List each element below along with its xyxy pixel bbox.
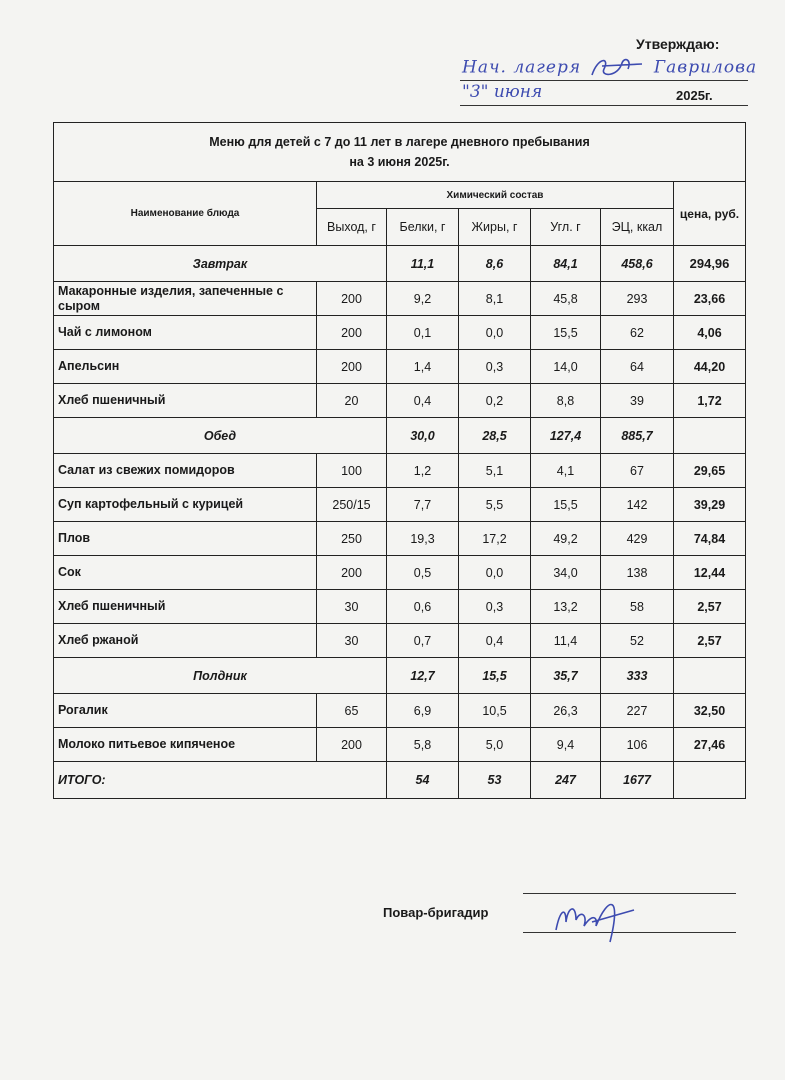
approval-handwritten-date: "3" июня — [462, 82, 543, 102]
table-row — [54, 282, 746, 316]
section-price: 294,96 — [674, 246, 746, 282]
dish-name: Сок — [54, 556, 317, 590]
header-price: цена, руб. — [674, 182, 746, 246]
dish-protein: 0,5 — [387, 556, 459, 590]
section-name: Полдник — [54, 658, 387, 694]
section-price — [674, 418, 746, 454]
dish-protein: 19,3 — [387, 522, 459, 556]
dish-protein: 1,2 — [387, 454, 459, 488]
header-chem: Химический состав — [317, 182, 674, 209]
section-carbs: 35,7 — [531, 658, 601, 694]
dish-energy: 52 — [601, 624, 674, 658]
dish-output: 30 — [317, 624, 387, 658]
approval-line-2 — [460, 105, 748, 106]
dish-output: 250/15 — [317, 488, 387, 522]
table-row — [54, 556, 746, 590]
dish-carbs: 45,8 — [531, 282, 601, 316]
dish-price: 27,46 — [674, 728, 746, 762]
dish-output: 200 — [317, 316, 387, 350]
dish-carbs: 9,4 — [531, 728, 601, 762]
header-dish: Наименование блюда — [54, 182, 317, 246]
total-price — [674, 762, 746, 799]
section-protein: 30,0 — [387, 418, 459, 454]
section-protein: 11,1 — [387, 246, 459, 282]
header-carbs: Угл. г — [531, 209, 601, 246]
dish-carbs: 11,4 — [531, 624, 601, 658]
dish-output: 200 — [317, 350, 387, 384]
table-row — [54, 350, 746, 384]
chef-signature — [552, 892, 652, 950]
total-row — [54, 762, 746, 799]
dish-name: Салат из свежих помидоров — [54, 454, 317, 488]
dish-name: Хлеб пшеничный — [54, 384, 317, 418]
dish-price: 29,65 — [674, 454, 746, 488]
total-energy: 1677 — [601, 762, 674, 799]
dish-output: 200 — [317, 282, 387, 316]
dish-price: 23,66 — [674, 282, 746, 316]
table-row — [54, 694, 746, 728]
dish-energy: 62 — [601, 316, 674, 350]
dish-fat: 0,0 — [459, 556, 531, 590]
table-row — [54, 316, 746, 350]
section-energy: 458,6 — [601, 246, 674, 282]
header-fat: Жиры, г — [459, 209, 531, 246]
dish-output: 20 — [317, 384, 387, 418]
section-carbs: 127,4 — [531, 418, 601, 454]
approval-label: Утверждаю: — [636, 36, 720, 52]
dish-fat: 0,2 — [459, 384, 531, 418]
section-row — [54, 246, 746, 282]
dish-protein: 7,7 — [387, 488, 459, 522]
table-row — [54, 522, 746, 556]
dish-energy: 67 — [601, 454, 674, 488]
dish-price: 39,29 — [674, 488, 746, 522]
dish-output: 65 — [317, 694, 387, 728]
dish-fat: 0,3 — [459, 590, 531, 624]
dish-output: 30 — [317, 590, 387, 624]
dish-protein: 0,6 — [387, 590, 459, 624]
section-price — [674, 658, 746, 694]
table-row — [54, 728, 746, 762]
section-row — [54, 418, 746, 454]
dish-protein: 0,7 — [387, 624, 459, 658]
dish-output: 200 — [317, 728, 387, 762]
dish-carbs: 8,8 — [531, 384, 601, 418]
dish-fat: 0,3 — [459, 350, 531, 384]
dish-fat: 10,5 — [459, 694, 531, 728]
dish-price: 2,57 — [674, 590, 746, 624]
dish-name: Хлеб ржаной — [54, 624, 317, 658]
section-fat: 8,6 — [459, 246, 531, 282]
dish-protein: 5,8 — [387, 728, 459, 762]
dish-fat: 5,0 — [459, 728, 531, 762]
section-energy: 333 — [601, 658, 674, 694]
dish-energy: 39 — [601, 384, 674, 418]
dish-name: Рогалик — [54, 694, 317, 728]
table-row — [54, 454, 746, 488]
dish-energy: 138 — [601, 556, 674, 590]
dish-energy: 293 — [601, 282, 674, 316]
dish-fat: 8,1 — [459, 282, 531, 316]
menu-title — [54, 123, 746, 182]
total-fat: 53 — [459, 762, 531, 799]
dish-protein: 9,2 — [387, 282, 459, 316]
dish-price: 32,50 — [674, 694, 746, 728]
dish-price: 12,44 — [674, 556, 746, 590]
table-row — [54, 488, 746, 522]
dish-output: 200 — [317, 556, 387, 590]
dish-fat: 0,4 — [459, 624, 531, 658]
table-row — [54, 590, 746, 624]
dish-name: Апельсин — [54, 350, 317, 384]
header-output: Выход, г — [317, 209, 387, 246]
section-fat: 28,5 — [459, 418, 531, 454]
dish-carbs: 26,3 — [531, 694, 601, 728]
dish-protein: 0,4 — [387, 384, 459, 418]
section-protein: 12,7 — [387, 658, 459, 694]
dish-protein: 0,1 — [387, 316, 459, 350]
approval-line-1 — [460, 80, 748, 81]
dish-energy: 142 — [601, 488, 674, 522]
section-carbs: 84,1 — [531, 246, 601, 282]
section-name: Завтрак — [54, 246, 387, 282]
dish-carbs: 14,0 — [531, 350, 601, 384]
section-fat: 15,5 — [459, 658, 531, 694]
approval-handwritten-position: Нач. лагеря Гаврилова — [462, 55, 757, 81]
section-row — [54, 658, 746, 694]
dish-name: Молоко питьевое кипяченое — [54, 728, 317, 762]
dish-energy: 227 — [601, 694, 674, 728]
header-protein: Белки, г — [387, 209, 459, 246]
table-row — [54, 624, 746, 658]
dish-name: Чай с лимоном — [54, 316, 317, 350]
dish-name: Суп картофельный с курицей — [54, 488, 317, 522]
section-energy: 885,7 — [601, 418, 674, 454]
menu-title-line-2: на 3 июня 2025г. — [349, 155, 450, 169]
menu-table — [53, 122, 746, 799]
dish-name: Плов — [54, 522, 317, 556]
total-carbs: 247 — [531, 762, 601, 799]
menu-title-line-1: Меню для детей с 7 до 11 лет в лагере дневного пребывания — [209, 135, 590, 149]
dish-energy: 58 — [601, 590, 674, 624]
header-energy: ЭЦ, ккал — [601, 209, 674, 246]
dish-price: 2,57 — [674, 624, 746, 658]
dish-output: 250 — [317, 522, 387, 556]
dish-price: 1,72 — [674, 384, 746, 418]
total-label: ИТОГО: — [54, 762, 387, 799]
dish-protein: 6,9 — [387, 694, 459, 728]
dish-price: 4,06 — [674, 316, 746, 350]
dish-fat: 5,5 — [459, 488, 531, 522]
dish-fat: 5,1 — [459, 454, 531, 488]
dish-carbs: 34,0 — [531, 556, 601, 590]
dish-output: 100 — [317, 454, 387, 488]
dish-carbs: 13,2 — [531, 590, 601, 624]
dish-energy: 106 — [601, 728, 674, 762]
dish-price: 74,84 — [674, 522, 746, 556]
total-protein: 54 — [387, 762, 459, 799]
approval-year: 2025г. — [676, 88, 713, 103]
dish-price: 44,20 — [674, 350, 746, 384]
dish-carbs: 49,2 — [531, 522, 601, 556]
dish-fat: 17,2 — [459, 522, 531, 556]
dish-carbs: 15,5 — [531, 488, 601, 522]
section-name: Обед — [54, 418, 387, 454]
dish-energy: 64 — [601, 350, 674, 384]
dish-carbs: 15,5 — [531, 316, 601, 350]
dish-fat: 0,0 — [459, 316, 531, 350]
dish-name: Хлеб пшеничный — [54, 590, 317, 624]
dish-protein: 1,4 — [387, 350, 459, 384]
dish-carbs: 4,1 — [531, 454, 601, 488]
dish-energy: 429 — [601, 522, 674, 556]
chef-label: Повар-бригадир — [383, 905, 489, 920]
dish-name: Макаронные изделия, запеченные с сыром — [54, 282, 317, 316]
table-row — [54, 384, 746, 418]
approval-signature — [588, 55, 648, 81]
